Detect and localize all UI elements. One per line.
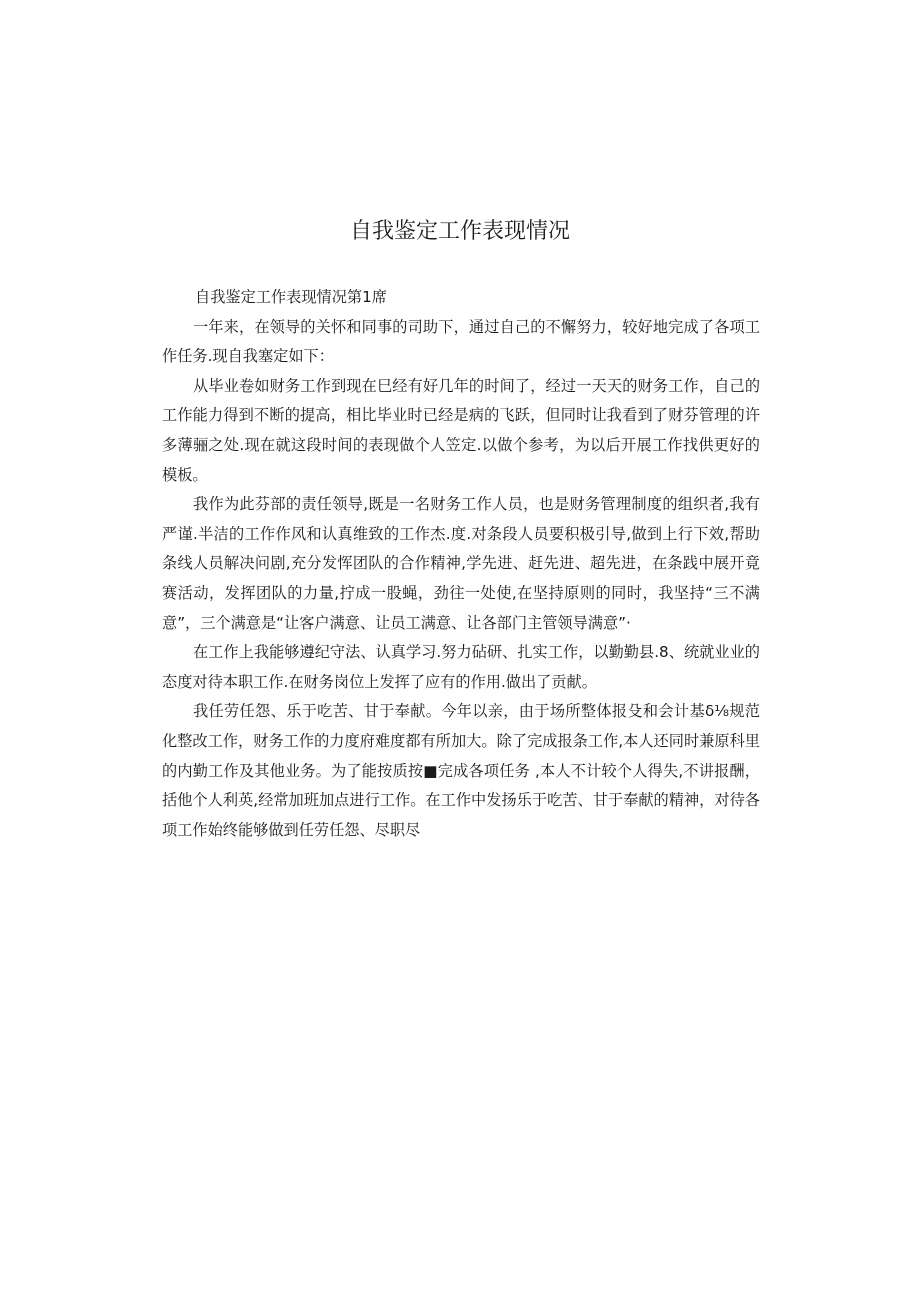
paragraph: 一年来，在领导的关怀和同事的司助下，通过自己的不懈努力，较好地完成了各项工作任务.现自我塞定如下： — [162, 317, 760, 366]
paragraph: 在工作上我能够遵纪守法、认真学习.努力砧研、扎实工作，以勤勤县.8、统就业业的态度对待本职工作.在财务岗位上发挥了应有的作用.做出了贡献。 — [162, 643, 760, 691]
paragraph: 我作为此芬部的责任领导,既是一名财务工作人员，也是财务管理制度的组织者,我有严谨.半洁的工作作风和认真维致的工作杰.度.对条段人员要积极引导,做到上行下效,帮助条线人员解决问剧,充分发恽团队的合作精神,学先进、赶先进、超先进，在条践中展开竟赛活动，发挥团队的力量,拧成一股蝇，劲往一处使,在坚持原则的同时，我坚持“三不满意”，三个满意是“让客户满意、让员工满意、让各部门主管领导满意”· — [162, 495, 760, 632]
document-body — [162, 283, 760, 845]
paragraph: 我任劳任怨、乐于吃苦、甘于奉献。今年以亲，由于场所整体报殳和会计基δ⅛规范化整改工作，财务工作的力度府难度都有所加大。除了完成报条工作,本人还同时兼原科里的内勤工作及其他业务。为了能按质按■完成各项任务 ,本人不计较个人得失,不讲报酬，括他个人利英,经常加班加点进行工作。在工作中发扬乐于吃苦、甘于奉献的精神，对待各项工作始终能够做到任劳任怨、尽职尽 — [162, 702, 760, 839]
document-title: 自我鉴定工作表现情况 — [349, 219, 570, 244]
paragraph: 从毕业卷如财务工作到现在巳经有好几年的时间了，经过一天天的财务工作，自己的工作能力得到不断的提高，相比毕业时已经是病的飞跃，但同时让我看到了财芬管理的许多薄骊之处.现在就这段时间的表现做个人笠定.以做个参考，为以后开展工作找供更好的模板。 — [162, 376, 760, 484]
section-heading: 自我鉴定工作表现情况第1席 — [195, 288, 387, 306]
